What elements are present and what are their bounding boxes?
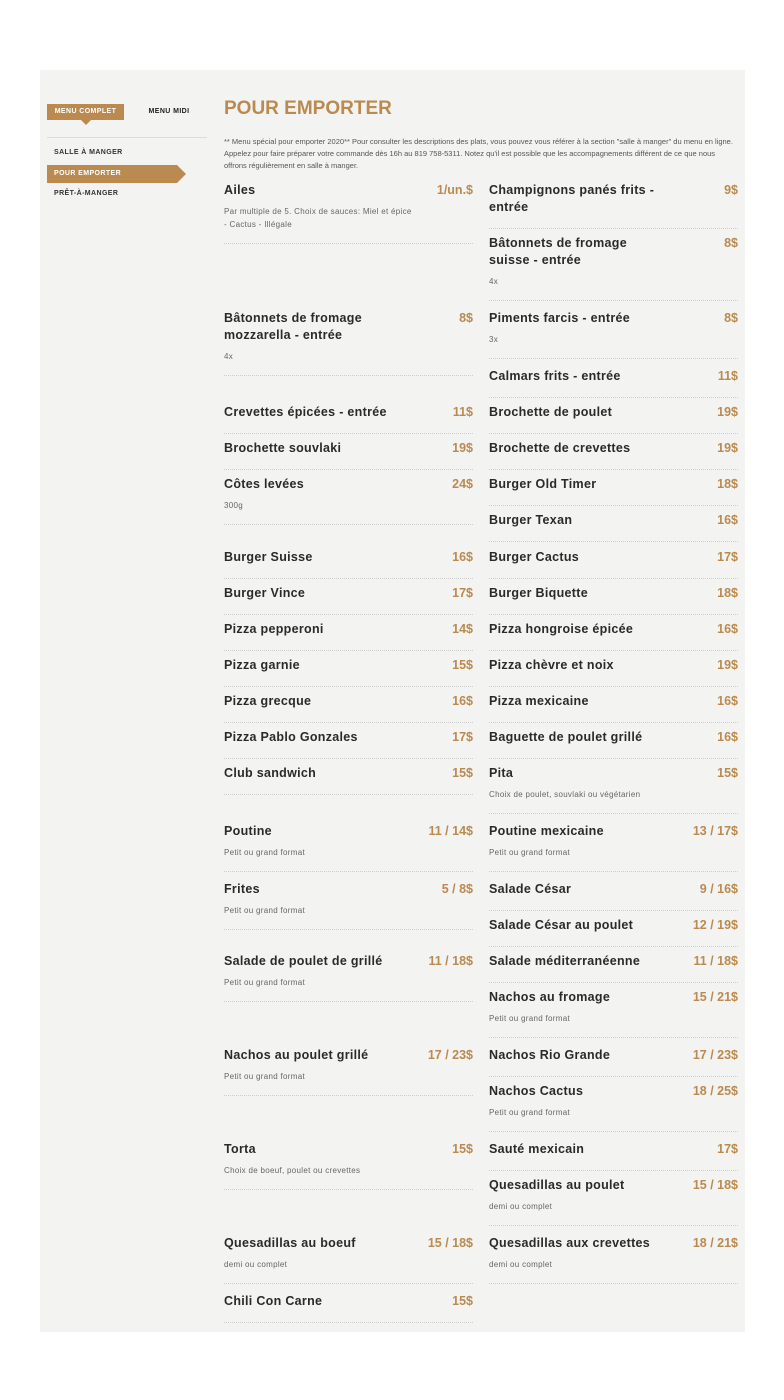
item-price: 24$ — [452, 477, 473, 491]
item-name: Frites — [224, 882, 260, 896]
menu-item — [224, 440, 473, 470]
menu-item — [224, 881, 473, 930]
item-price: 18$ — [717, 477, 738, 491]
item-price: 18$ — [717, 586, 738, 600]
divider — [47, 137, 207, 138]
menu-item-header — [224, 404, 473, 421]
item-price: 14$ — [452, 622, 473, 636]
tab-menu-midi[interactable]: MENU MIDI — [148, 108, 190, 115]
menu-item-header — [489, 1177, 738, 1194]
nav-salle-a-manger[interactable]: SALLE À MANGER — [54, 149, 123, 156]
menu-item — [489, 182, 738, 229]
item-price: 11 / 18$ — [693, 954, 738, 968]
item-price: 5 / 8$ — [441, 882, 473, 896]
menu-item — [489, 1083, 738, 1132]
menu-item — [224, 182, 473, 244]
item-price: 1/un.$ — [436, 183, 473, 197]
menu-item-header — [489, 440, 738, 457]
item-description: demi ou complet — [489, 1260, 553, 1269]
item-price: 13 / 17$ — [692, 824, 738, 838]
menu-item-header — [224, 729, 473, 746]
item-name: Nachos au fromage — [489, 990, 611, 1004]
menu-item-header — [489, 182, 738, 216]
menu-item-header — [489, 1141, 738, 1158]
item-price: 16$ — [717, 730, 738, 744]
item-name: Burger Vince — [224, 586, 306, 600]
item-name: Salade méditerranéenne — [489, 954, 641, 968]
item-name: Ailes — [224, 183, 256, 197]
item-name: Nachos Cactus — [489, 1084, 584, 1098]
menu-item-header — [489, 585, 738, 602]
item-name: Champignons panés frits - entrée — [489, 183, 655, 214]
menu-item-header — [489, 693, 738, 710]
item-price: 8$ — [724, 311, 738, 325]
item-name: Pizza Pablo Gonzales — [224, 730, 358, 744]
menu-item-header — [224, 440, 473, 457]
item-price: 11 / 14$ — [428, 824, 473, 838]
item-price: 15$ — [452, 658, 473, 672]
item-price: 8$ — [724, 236, 738, 250]
menu-item-header — [224, 585, 473, 602]
item-description: 4x — [489, 277, 499, 286]
item-name: Chili Con Carne — [224, 1294, 323, 1308]
item-price: 19$ — [452, 441, 473, 455]
menu-item — [489, 549, 738, 579]
menu-item — [224, 657, 473, 687]
menu-item-header — [489, 989, 738, 1006]
menu-item-header — [489, 953, 738, 970]
menu-item — [489, 1235, 738, 1284]
item-name: Poutine mexicaine — [489, 824, 604, 838]
menu-item — [224, 729, 473, 759]
menu-item-header — [224, 476, 473, 493]
item-name: Quesadillas au poulet — [489, 1178, 625, 1192]
item-description: 300g — [224, 501, 243, 510]
menu-item-header — [489, 729, 738, 746]
item-name: Brochette de crevettes — [489, 441, 631, 455]
item-price: 9$ — [724, 183, 738, 197]
menu-item — [224, 693, 473, 723]
menu-item — [489, 404, 738, 434]
menu-item-header — [489, 310, 738, 327]
item-name: Torta — [224, 1142, 256, 1156]
menu-item-header — [489, 404, 738, 421]
item-price: 8$ — [459, 311, 473, 325]
menu-item-header — [489, 765, 738, 782]
menu-item — [489, 881, 738, 911]
menu-item-header — [489, 1047, 738, 1064]
menu-item-header — [489, 512, 738, 529]
menu-item-header — [224, 182, 473, 199]
item-description: Par multiple de 5. Choix de sauces: Miel et épice - Cactus - Illégale — [224, 207, 412, 229]
menu-item — [224, 585, 473, 615]
menu-item-header — [224, 310, 473, 344]
item-price: 16$ — [717, 513, 738, 527]
item-name: Burger Old Timer — [489, 477, 597, 491]
item-name: Baguette de poulet grillé — [489, 730, 643, 744]
menu-item-header — [489, 368, 738, 385]
item-name: Bâtonnets de fromage mozzarella - entrée — [224, 311, 362, 342]
item-name: Calmars frits - entrée — [489, 369, 621, 383]
item-name: Pizza chèvre et noix — [489, 658, 614, 672]
item-name: Club sandwich — [224, 766, 317, 780]
menu-item — [224, 1141, 473, 1190]
item-name: Piments farcis - entrée — [489, 311, 630, 325]
menu-item — [489, 310, 738, 359]
item-name: Burger Biquette — [489, 586, 588, 600]
item-price: 17 / 23$ — [692, 1048, 738, 1062]
nav-pret-a-manger[interactable]: PRÊT-À-MANGER — [54, 190, 119, 197]
item-price: 15$ — [452, 766, 473, 780]
page-title: POUR EMPORTER — [224, 98, 392, 119]
item-name: Poutine — [224, 824, 272, 838]
menu-item-header — [489, 917, 738, 934]
menu-item — [489, 585, 738, 615]
item-price: 15$ — [452, 1294, 473, 1308]
menu-item-header — [489, 235, 738, 269]
item-price: 16$ — [717, 694, 738, 708]
menu-item — [489, 657, 738, 687]
menu-item — [489, 953, 738, 983]
menu-item-header — [224, 549, 473, 566]
item-description: Petit ou grand format — [224, 1072, 306, 1081]
menu-item — [224, 621, 473, 651]
menu-item — [489, 440, 738, 470]
item-price: 11$ — [452, 405, 473, 419]
item-price: 17$ — [452, 730, 473, 744]
menu-item — [489, 823, 738, 872]
item-price: 16$ — [452, 550, 473, 564]
menu-item-header — [224, 881, 473, 898]
menu-item — [224, 953, 473, 1002]
item-price: 19$ — [717, 405, 738, 419]
menu-item — [224, 1047, 473, 1096]
item-name: Sauté mexicain — [489, 1142, 585, 1156]
menu-item — [224, 765, 473, 795]
item-name: Pizza mexicaine — [489, 694, 589, 708]
item-description: Petit ou grand format — [224, 978, 306, 987]
menu-item-header — [224, 765, 473, 782]
intro-text: ** Menu spécial pour emporter 2020** Pour consulter les descriptions des plats, vous pouvez vous référer à la section "salle à manger" du menu en ligne. Appelez pour faire préparer votre commande dès 16h au 819 758-5311. Notez qu'il est possible que les accompagnements différent de ce que nous offrons régulièrement en salle à manger. — [224, 137, 733, 170]
menu-item-header — [489, 881, 738, 898]
item-name: Côtes levées — [224, 477, 305, 491]
item-name: Brochette de poulet — [489, 405, 613, 419]
item-description: Petit ou grand format — [489, 1014, 571, 1023]
item-price: 18 / 25$ — [692, 1084, 738, 1098]
item-price: 15$ — [452, 1142, 473, 1156]
item-price: 17$ — [452, 586, 473, 600]
menu-item — [489, 693, 738, 723]
menu-item — [224, 549, 473, 579]
item-name: Salade de poulet de grillé — [224, 954, 383, 968]
item-name: Pizza hongroise épicée — [489, 622, 634, 636]
menu-item — [489, 476, 738, 506]
item-price: 12 / 19$ — [692, 918, 738, 932]
menu-item-header — [489, 823, 738, 840]
menu-item-header — [489, 1083, 738, 1100]
menu-item — [224, 476, 473, 525]
menu-item — [489, 621, 738, 651]
menu-item — [489, 512, 738, 542]
item-name: Burger Suisse — [224, 550, 313, 564]
item-price: 17$ — [717, 1142, 738, 1156]
menu-item — [224, 1293, 473, 1323]
item-name: Crevettes épicées - entrée — [224, 405, 387, 419]
item-name: Bâtonnets de fromage suisse - entrée — [489, 236, 627, 267]
menu-item-header — [224, 657, 473, 674]
menu-item-header — [489, 1235, 738, 1252]
menu-item — [489, 989, 738, 1038]
item-name: Pita — [489, 766, 514, 780]
item-description: Choix de poulet, souvlaki ou végétarien — [489, 790, 641, 799]
menu-item — [489, 235, 738, 301]
menu-item — [489, 765, 738, 814]
menu-item — [489, 917, 738, 947]
item-price: 11 / 18$ — [428, 954, 473, 968]
tab-menu-complet[interactable]: MENU COMPLET — [47, 104, 124, 120]
menu-item-header — [489, 549, 738, 566]
item-description: demi ou complet — [224, 1260, 288, 1269]
menu-item — [489, 368, 738, 398]
menu-item — [224, 823, 473, 872]
menu-item — [489, 1141, 738, 1171]
item-name: Nachos Rio Grande — [489, 1048, 611, 1062]
menu-item-header — [489, 476, 738, 493]
menu-item-header — [489, 621, 738, 638]
nav-pour-emporter[interactable]: POUR EMPORTER — [47, 165, 177, 183]
item-name: Burger Cactus — [489, 550, 580, 564]
menu-item-header — [224, 1141, 473, 1158]
item-name: Salade César au poulet — [489, 918, 634, 932]
item-name: Quesadillas aux crevettes — [489, 1236, 651, 1250]
item-price: 9 / 16$ — [699, 882, 738, 896]
item-description: Petit ou grand format — [224, 906, 306, 915]
item-description: Petit ou grand format — [489, 1108, 571, 1117]
item-price: 19$ — [717, 441, 738, 455]
item-price: 18 / 21$ — [692, 1236, 738, 1250]
item-name: Salade César — [489, 882, 572, 896]
item-price: 16$ — [452, 694, 473, 708]
item-price: 15 / 21$ — [692, 990, 738, 1004]
menu-item-header — [224, 1293, 473, 1310]
menu-item — [224, 1235, 473, 1284]
item-price: 15 / 18$ — [427, 1236, 473, 1250]
item-description: 3x — [489, 335, 499, 344]
item-price: 11$ — [717, 369, 738, 383]
menu-item — [489, 1047, 738, 1077]
item-name: Brochette souvlaki — [224, 441, 342, 455]
menu-item — [224, 404, 473, 434]
menu-item — [489, 1177, 738, 1226]
menu-item-header — [224, 953, 473, 970]
item-description: demi ou complet — [489, 1202, 553, 1211]
menu-item-header — [224, 1235, 473, 1252]
menu-item — [489, 729, 738, 759]
item-name: Pizza pepperoni — [224, 622, 324, 636]
item-name: Pizza garnie — [224, 658, 300, 672]
menu-item-header — [489, 657, 738, 674]
item-name: Quesadillas au boeuf — [224, 1236, 356, 1250]
item-name: Burger Texan — [489, 513, 573, 527]
menu-item-header — [224, 823, 473, 840]
item-price: 17$ — [717, 550, 738, 564]
item-price: 15$ — [717, 766, 738, 780]
menu-item-header — [224, 1047, 473, 1064]
menu-item-header — [224, 621, 473, 638]
menu-item-header — [224, 693, 473, 710]
item-description: Petit ou grand format — [489, 848, 571, 857]
item-name: Pizza grecque — [224, 694, 312, 708]
item-price: 16$ — [717, 622, 738, 636]
item-price: 19$ — [717, 658, 738, 672]
item-price: 17 / 23$ — [427, 1048, 473, 1062]
item-name: Nachos au poulet grillé — [224, 1048, 369, 1062]
menu-item — [224, 310, 473, 376]
item-description: 4x — [224, 352, 234, 361]
item-description: Petit ou grand format — [224, 848, 306, 857]
item-price: 15 / 18$ — [692, 1178, 738, 1192]
item-description: Choix de boeuf, poulet ou crevettes — [224, 1166, 361, 1175]
